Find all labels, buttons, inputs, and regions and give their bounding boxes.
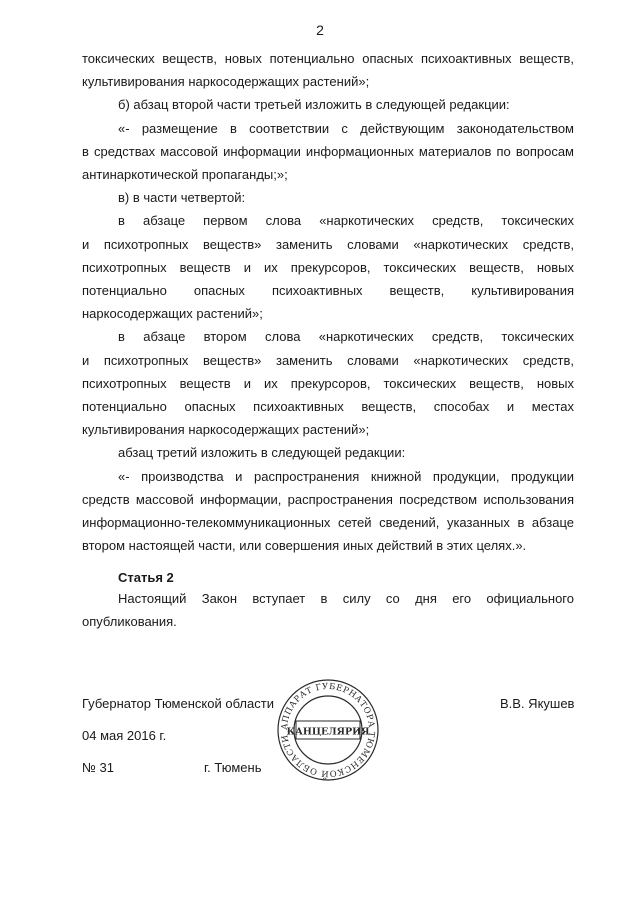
text-line: в) в части четвертой: bbox=[118, 190, 246, 206]
page-number: 2 bbox=[316, 22, 324, 38]
document-number: № 31 bbox=[82, 760, 115, 775]
text-line: средств массовой информации, распространения посредством использования bbox=[82, 491, 574, 507]
text-line: в абзаце втором слова «наркотических средств, токсических bbox=[118, 329, 574, 345]
stamp-center-text: КАНЦЕЛЯРИЯ bbox=[286, 726, 370, 738]
official-stamp bbox=[276, 678, 380, 782]
text-line: в абзаце первом слова «наркотических средств, токсических bbox=[118, 213, 574, 229]
text-line: втором настоящей части, или совершения иных действий в этих целях.». bbox=[82, 538, 527, 554]
text-line: б) абзац второй части третьей изложить в следующей редакции: bbox=[118, 97, 510, 113]
signatory-name: В.В. Якушев bbox=[500, 696, 575, 711]
text-line: абзац третий изложить в следующей редакции: bbox=[118, 445, 406, 461]
text-line: психотропных веществ и их прекурсоров, токсических веществ, новых bbox=[82, 375, 574, 391]
text-line: опубликования. bbox=[82, 614, 177, 629]
text-line: «- производства и распространения книжной продукции, продукции bbox=[118, 468, 574, 484]
text-line: в средствах массовой информации информационных материалов по вопросам bbox=[82, 143, 574, 159]
text-line: психотропных веществ и их прекурсоров, токсических веществ, новых bbox=[82, 259, 574, 275]
text-line: потенциально опасных психоактивных веществ, культивирования bbox=[82, 283, 574, 298]
text-line: информационно-телекоммуникационных сетей сведений, указанных в абзаце bbox=[82, 515, 574, 530]
text-line: и психотропных веществ» заменить словами «наркотических средств, bbox=[82, 352, 574, 368]
text-line: культивирования наркосодержащих растений»; bbox=[82, 74, 370, 90]
signatory-position: Губернатор Тюменской области bbox=[82, 696, 274, 711]
text-line: культивирования наркосодержащих растений»; bbox=[82, 422, 370, 438]
text-line: антинаркотической пропаганды;»; bbox=[82, 167, 288, 182]
text-line: «- размещение в соответствии с действующим законодательством bbox=[118, 120, 574, 136]
signing-city: г. Тюмень bbox=[204, 760, 262, 775]
signing-date: 04 мая 2016 г. bbox=[82, 728, 167, 743]
text-line: и психотропных веществ» заменить словами «наркотических средств, bbox=[82, 236, 574, 252]
stamp-ring-text: АППАРАТ ГУБЕРНАТОРА ТЮМЕНСКОЙ ОБЛАСТИ bbox=[278, 680, 378, 780]
text-line: токсических веществ, новых потенциально опасных психоактивных веществ, bbox=[82, 51, 574, 66]
text-line: наркосодержащих растений»; bbox=[82, 306, 263, 322]
text-line: Настоящий Закон вступает в силу со дня его официального bbox=[118, 591, 574, 606]
article-heading: Статья 2 bbox=[118, 570, 174, 585]
text-line: потенциально опасных психоактивных веществ, способах и местах bbox=[82, 399, 574, 414]
